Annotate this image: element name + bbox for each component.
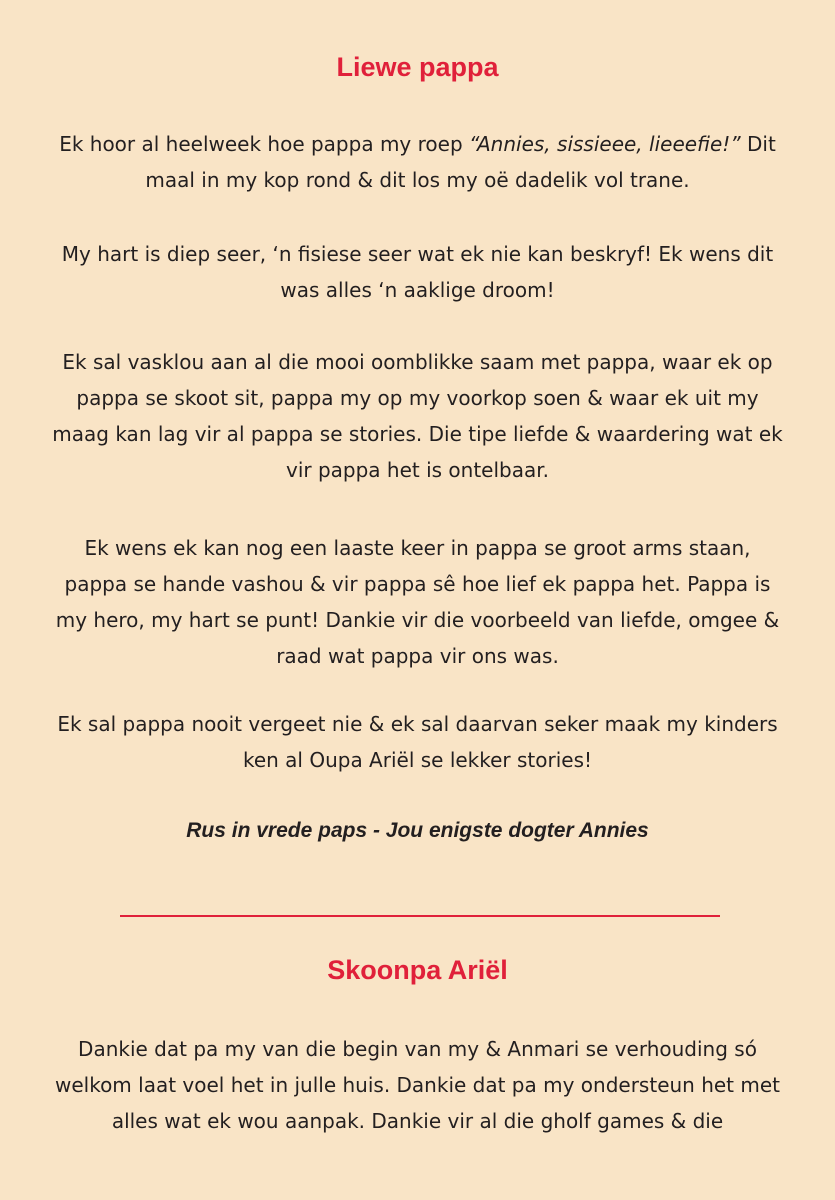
- paragraph-1-quote: “Annies, sissieee, lieeefie!”: [469, 132, 741, 156]
- paragraph-4: Ek wens ek kan nog een laaste keer in pappa se groot arms staan, pappa se hande vashou & vir pappa sê hoe lief ek pappa het. Pappa is my hero, my hart se punt! Dankie vir die voorbeeld van liefde, omgee & raad wat pappa vir ons was.: [55, 536, 780, 668]
- paragraph-1: [50, 126, 785, 198]
- paragraph-3: Ek sal vasklou aan al die mooi oomblikke saam met pappa, waar ek op pappa se skoot sit, pappa my op my voorkop soen & waar ek uit my maag kan lag vir al pappa se stories. Die tipe liefde & waardering wat ek vir pappa het is ontelbaar.: [52, 350, 783, 482]
- paragraph-2: My hart is diep seer, ‘n fisiese seer wat ek nie kan beskryf! Ek wens dit was alles ‘n aaklige droom!: [61, 242, 774, 302]
- paragraph-1-text-a: Ek hoor al heelweek hoe pappa my roep: [59, 132, 469, 156]
- paragraph-6: Dankie dat pa my van die begin van my & Anmari se verhouding só welkom laat voel het in julle huis. Dankie dat pa my ondersteun het met alles wat ek wou aanpak. Dankie vir al die gholf games & die: [54, 1037, 781, 1133]
- signoff: Rus in vrede paps - Jou enigste dogter Annies: [186, 819, 649, 842]
- section-divider: [120, 915, 720, 917]
- paragraph-1-text-b: Dit maal in my kop rond & dit los my oë dadelik vol trane.: [145, 132, 776, 192]
- section-title-liewe-pappa: Liewe pappa: [336, 52, 499, 82]
- paragraph-5: Ek sal pappa nooit vergeet nie & ek sal daarvan seker maak my kinders ken al Oupa Ariël se lekker stories!: [57, 712, 778, 772]
- section-title-skoonpa-ariel: Skoonpa Ariël: [327, 955, 508, 985]
